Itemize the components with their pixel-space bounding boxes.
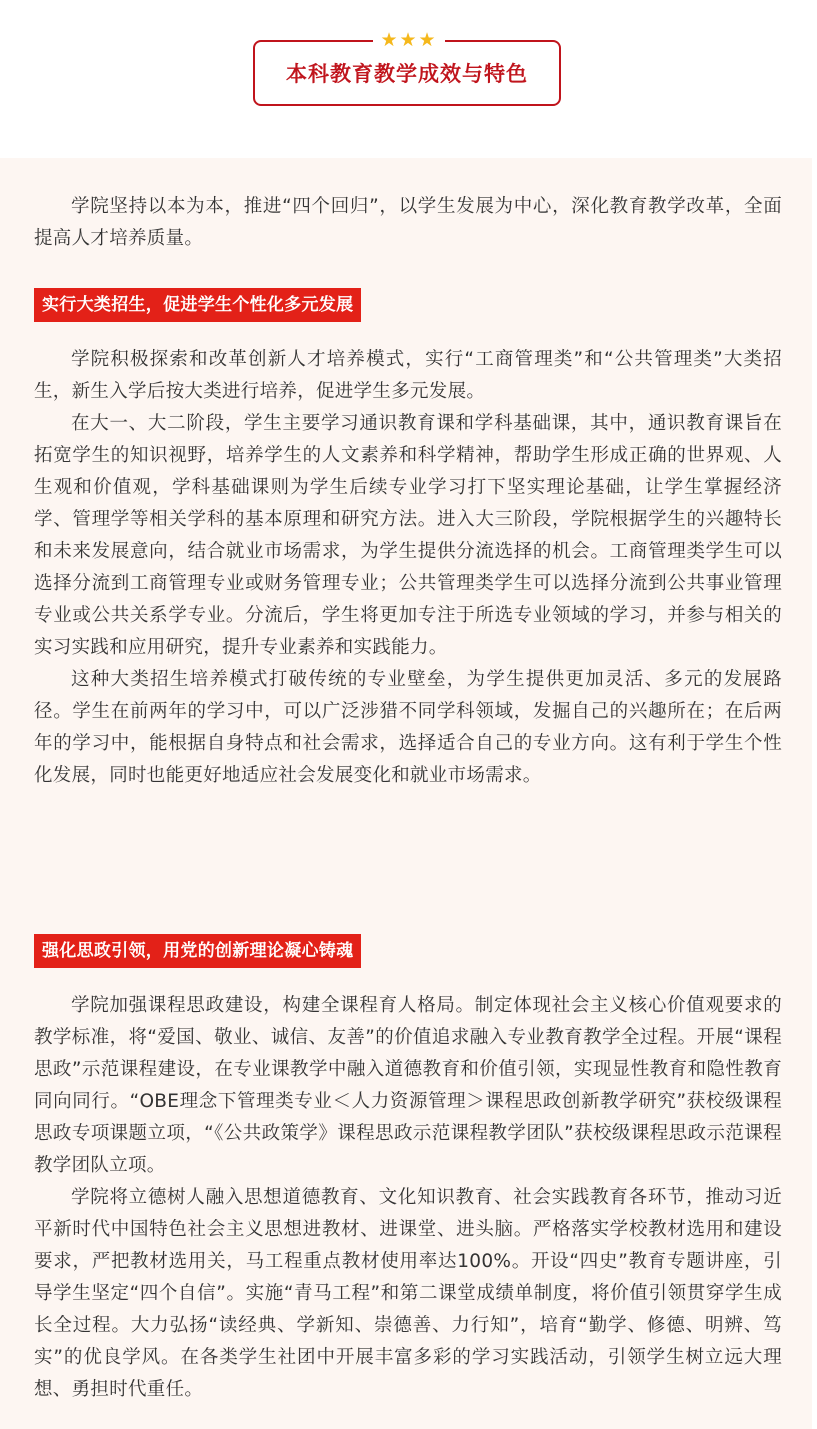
paragraph: 学院将立德树人融入思想道德教育、文化知识教育、社会实践教育各环节，推动习近平新时代中国特色社会主义思想进教材、进课堂、进头脑。严格落实学校教材选用和建设要求，严把教材选用关，马工程重点教材使用率达100%。开设“四史”教育专题讲座，引导学生坚定“四个自信”。实施“青马工程”和第二课堂成绩单制度，将价值引领贯穿学生成长全过程。大力弘扬“读经典、学新知、崇德善、力行知”，培育“勤学、修德、明辨、笃实”的优良学风。在各类学生社团中开展丰富多彩的学习实践活动，引领学生树立远大理想、勇担时代重任。 xyxy=(34,1187,782,1400)
section-heading-2 xyxy=(34,934,361,968)
page-title: 本科教育教学成效与特色 xyxy=(286,62,528,86)
article-body xyxy=(0,158,812,1429)
paragraph: 在大一、大二阶段，学生主要学习通识教育课和学科基础课，其中，通识教育课旨在拓宽学生的知识视野，培养学生的人文素养和科学精神，帮助学生形成正确的世界观、人生观和价值观，学科基础课则为学生后续专业学习打下坚实理论基础，让学生掌握经济学、管理学等相关学科的基本原理和研究方法。进入大三阶段，学院根据学生的兴趣特长和未来发展意向，结合就业市场需求，为学生提供分流选择的机会。工商管理类学生可以选择分流到工商管理专业或财务管理专业；公共管理类学生可以选择分流到公共事业管理专业或公共关系学专业。分流后，学生将更加专注于所选专业领域的学习，并参与相关的实习实践和应用研究，提升专业素养和实践能力。 xyxy=(34,413,782,658)
section-heading-label: 实行大类招生，促进学生个性化多元发展 xyxy=(34,288,361,322)
paragraph: 这种大类招生培养模式打破传统的专业壁垒，为学生提供更加灵活、多元的发展路径。学生在前两年的学习中，可以广泛涉猎不同学科领域，发掘自己的兴趣所在；在后两年的学习中，能根据自身特点和社会需求，选择适合自己的专业方向。这有利于学生个性化发展，同时也能更好地适应社会发展变化和就业市场需求。 xyxy=(34,669,782,786)
section-body-2 xyxy=(34,990,782,1406)
right-margin xyxy=(812,158,817,1429)
section-heading-1 xyxy=(34,288,361,322)
section-body-1 xyxy=(34,344,782,792)
paragraph: 学院加强课程思政建设，构建全课程育人格局。制定体现社会主义核心价值观要求的教学标准，将“爱国、敬业、诚信、友善”的价值追求融入专业教育教学全过程。开展“课程思政”示范课程建设，在专业课教学中融入道德教育和价值引领，实现显性教育和隐性教育同向同行。“OBE理念下管理类专业＜人力资源管理＞课程思政创新教学研究”获校级课程思政专项课题立项，“《公共政策学》课程思政示范课程教学团队”获校级课程思政示范课程教学团队立项。 xyxy=(34,995,782,1176)
section-heading-label: 强化思政引领，用党的创新理论凝心铸魂 xyxy=(34,934,361,968)
star-icons: ★★★ xyxy=(380,29,438,51)
paragraph: 学院积极探索和改革创新人才培养模式，实行“工商管理类”和“公共管理类”大类招生，新生入学后按大类进行培养，促进学生多元发展。 xyxy=(34,349,782,402)
intro-paragraph: 学院坚持以本为本，推进“四个回归”，以学生发展为中心，深化教育教学改革，全面提高人才培养质量。 xyxy=(34,196,782,249)
title-frame xyxy=(253,29,561,106)
header-area xyxy=(0,0,817,158)
